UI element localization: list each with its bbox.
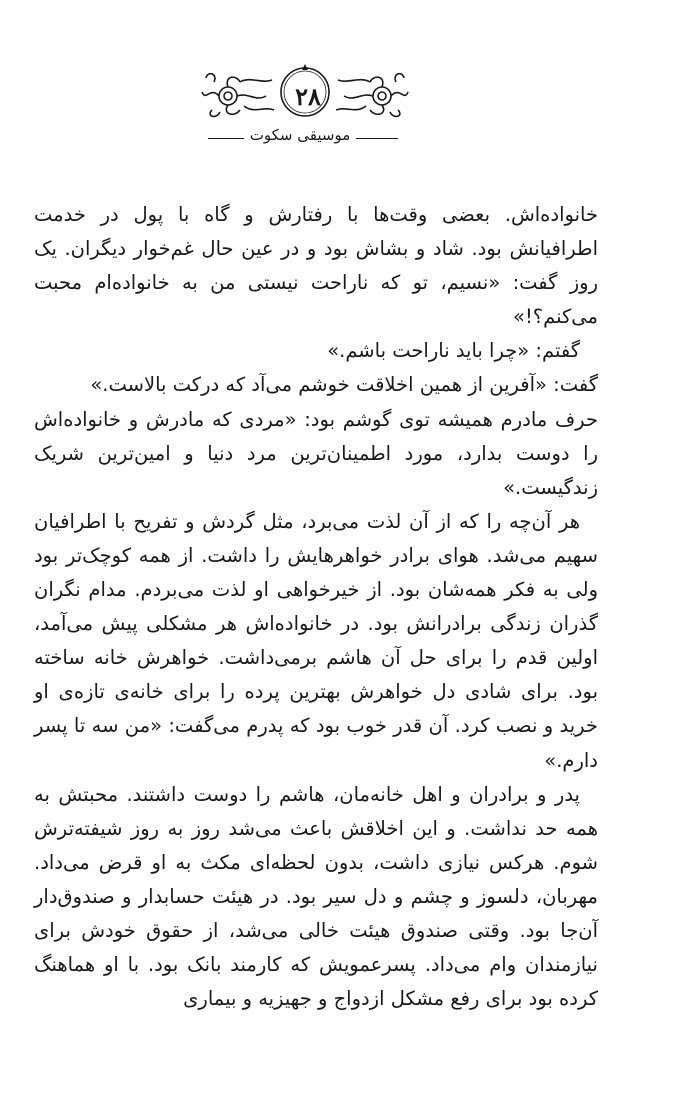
body-text bbox=[34, 198, 598, 1016]
page-number: ۲۸ bbox=[295, 82, 321, 111]
paragraph: پدر و برادران و اهل خانه‌مان، هاشم را دوست داشتند. محبتش به همه حد نداشت. و این اخلاقش باعث می‌شد روز به روز شیفته‌ترش شوم. هرکس نیازی داشت، بدون لحظه‌ای مکث به او قرض می‌داد. مهربان، دلسوز و چشم و دل سیر بود. در هیئت حسابدار و صندوق‌دار آن‌جا بود. وقتی صندوق هیئت خالی می‌شد، از حقوق خودش برای نیازمندان وام می‌داد. پسرعمویش که کارمند بانک بود. با او هماهنگ کرده بود برای رفع مشکل ازدواج و جهیزیه و بیماری bbox=[34, 782, 598, 1011]
paragraph: گفتم: «چرا باید ناراحت باشم.» bbox=[327, 339, 580, 363]
page-header bbox=[0, 40, 700, 160]
running-title bbox=[200, 126, 400, 144]
paragraph: هر آن‌چه را که از آن لذت می‌برد، مثل گردش و تفریح با اطرافیان سهیم می‌شد. هوای برادر خواهرهایش را داشت. از همه کوچک‌تر بود ولی به فکر همه‌شان بود. از خیرخواهی او لذت می‌بردم. مدام نگران گذران زندگی برادرانش بود. در خانواده‌اش هر مشکلی پیش می‌آمد، اولین قدم را برای حل آن هاشم برمی‌داشت. خواهرش خانه ساخته بود. برای شادی دل خواهرش بهترین پرده را برای خانه‌ی تازه‌ی او خرید و نصب کرد. آن قدر خوب بود که پدرم می‌گفت: «من سه تا پسر دارم.» bbox=[34, 509, 598, 772]
paragraph: خانواده‌اش. بعضی وقت‌ها با رفتارش و گاه با پول در خدمت اطرافیانش بود. شاد و بشاش بود و در عین حال غم‌خوار دیگران. یک روز گفت: «نسیم، تو که ناراحت نیستی من به خانواده‌ام محبت می‌کنم؟!» bbox=[34, 203, 598, 329]
running-title-text: موسیقی سکوت bbox=[244, 126, 356, 144]
paragraph: حرف مادرم همیشه توی گوشم بود: «مردی که مادرش و خانواده‌اش را دوست بدارد، مورد اطمینان‌ترین مرد دنیا و امین‌ترین شریک زندگیست.» bbox=[34, 407, 598, 499]
paragraph: گفت: «آفرین از همین اخلاقت خوشم می‌آد که درکت بالاست.» bbox=[90, 373, 598, 397]
